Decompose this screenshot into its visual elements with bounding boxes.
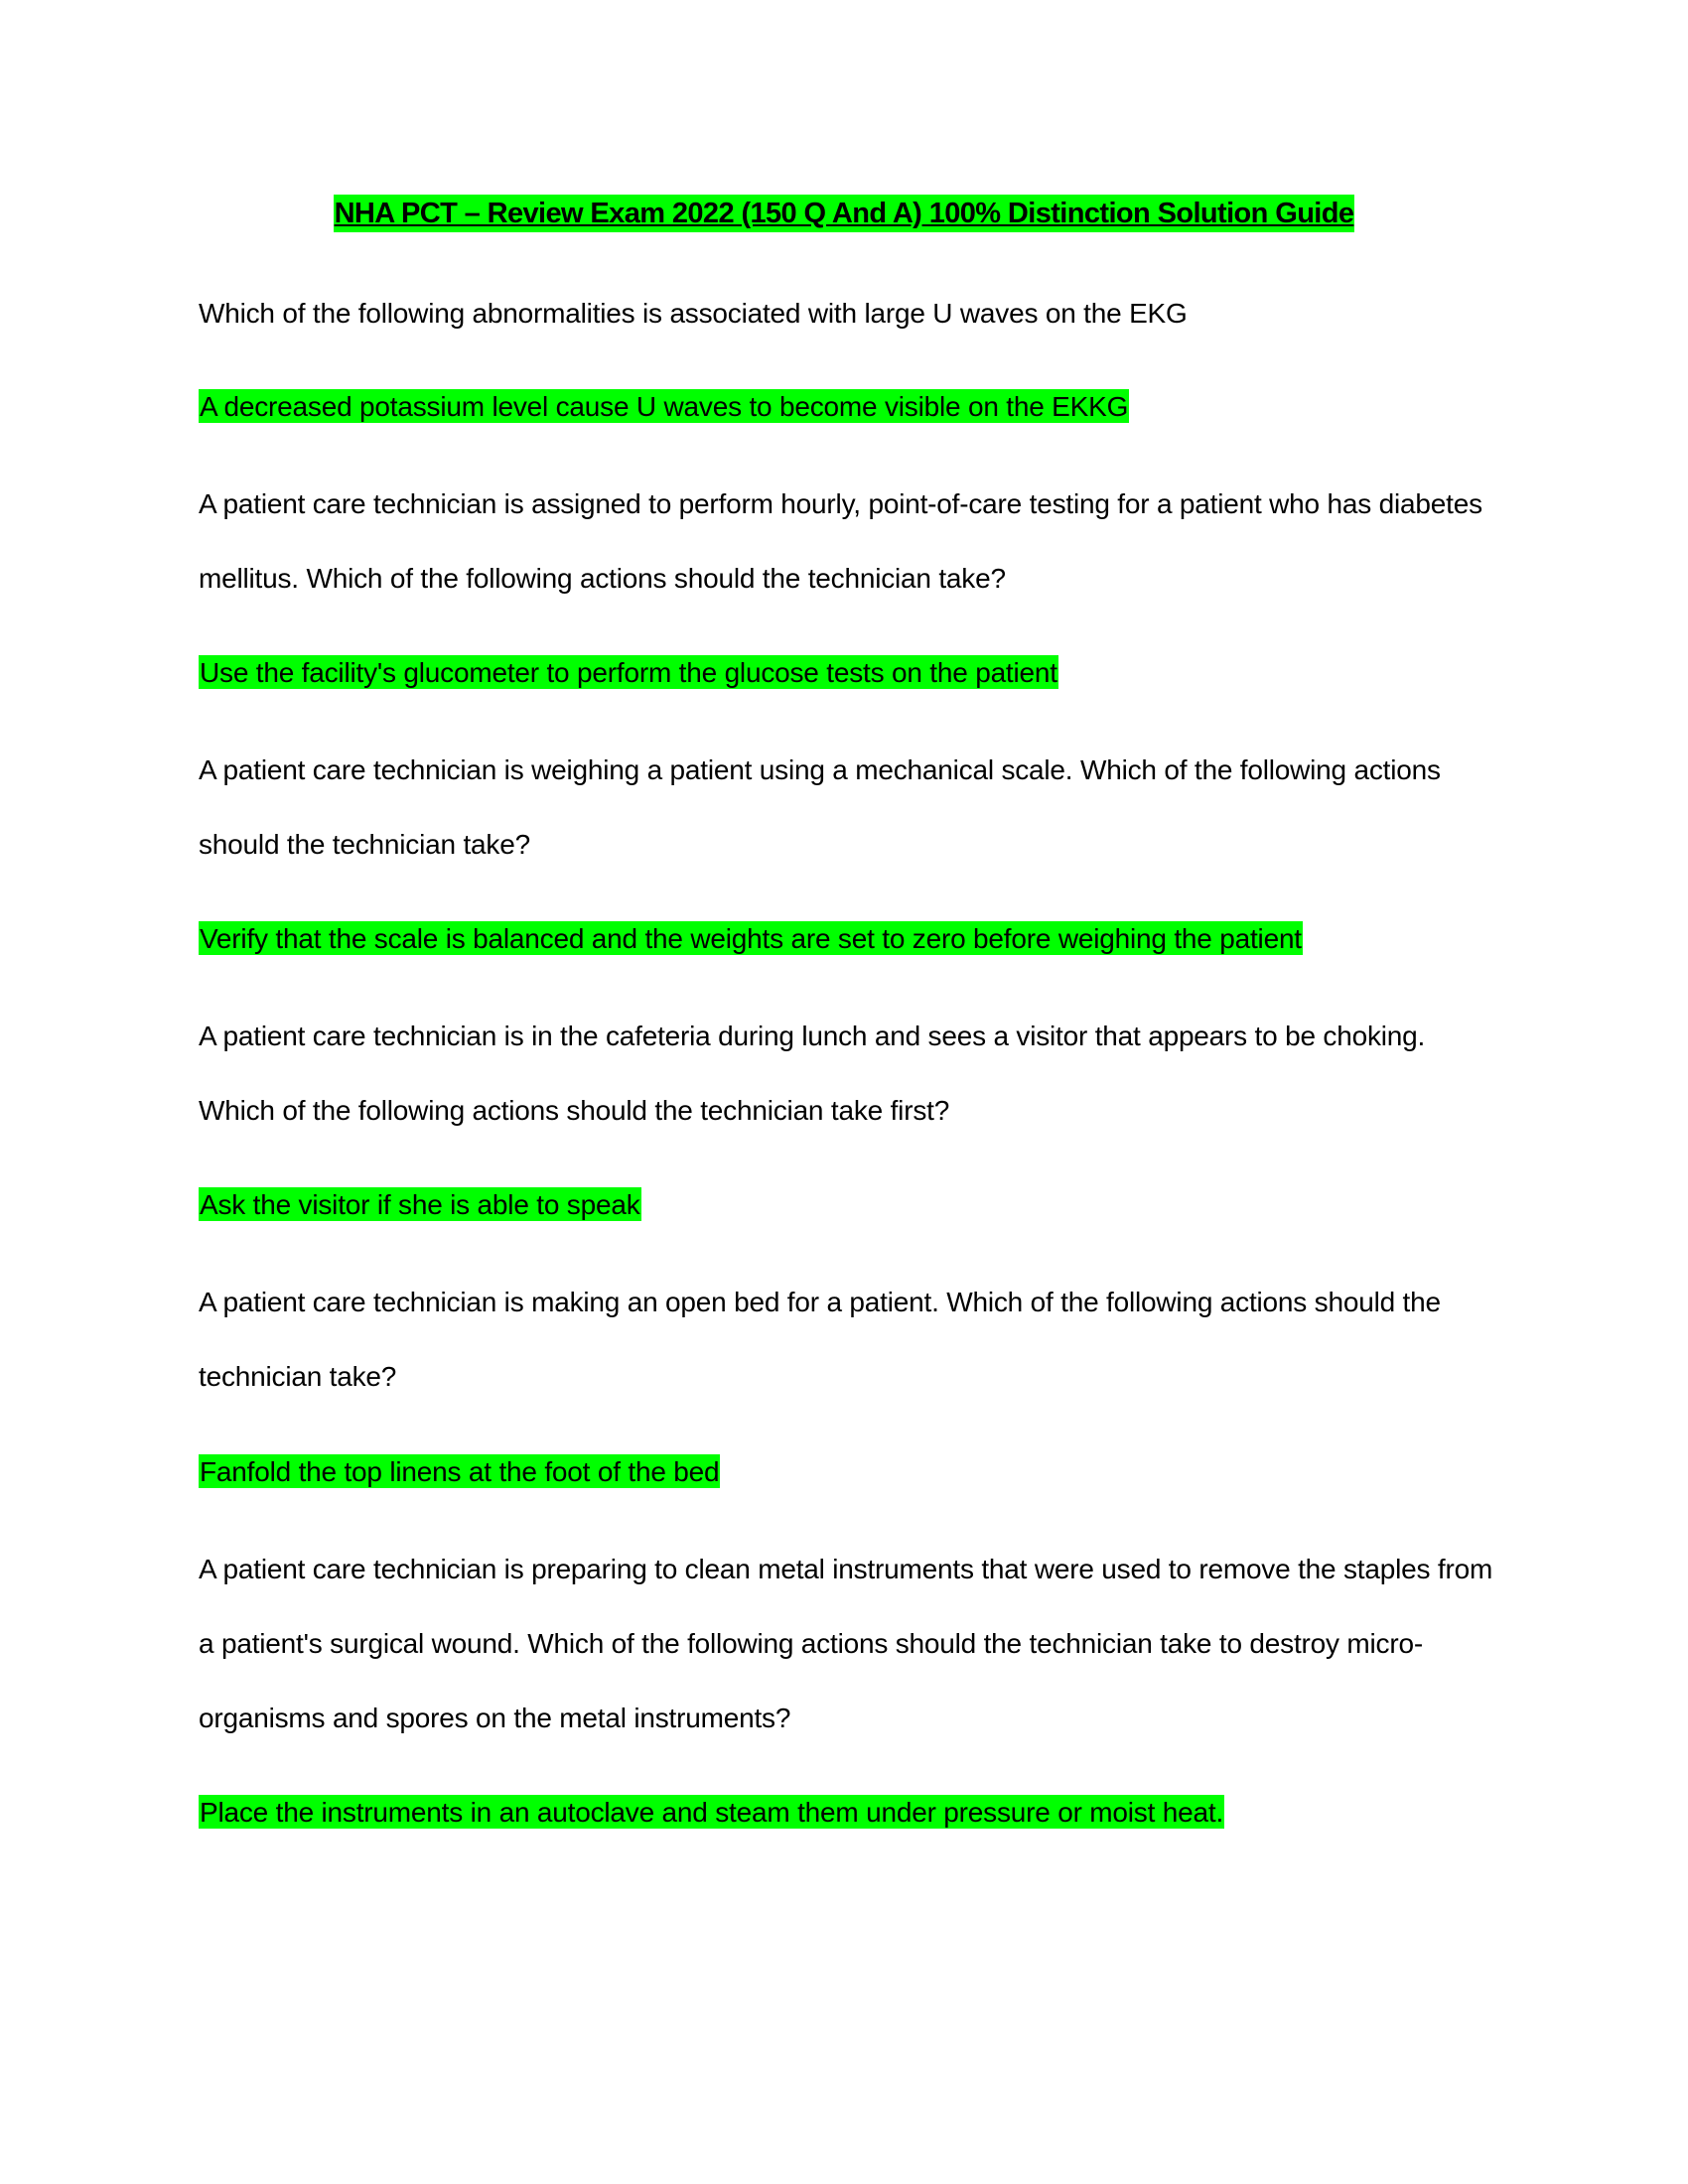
answer-2: Use the facility's glucometer to perform the glucose tests on the patient [200,657,1057,688]
answer-1: A decreased potassium level cause U waves to become visible on the EKKG [200,391,1129,422]
answer-3: Verify that the scale is balanced and the weights are set to zero before weighing the patient [200,923,1302,954]
answer-1-container [199,388,1499,426]
answer-5-container [199,1453,1499,1491]
answer-6-container [199,1794,1499,1832]
question-3: A patient care technician is weighing a patient using a mechanical scale. Which of the following actions should the technician take? [199,754,1441,860]
question-6: A patient care technician is preparing to clean metal instruments that were used to remove the staples from a patient's surgical wound. Which of the following actions should the technician take to destroy micro-organisms and spores on the metal instruments? [199,1554,1493,1733]
answer-3-container [199,920,1499,958]
answer-5: Fanfold the top linens at the foot of the bed [200,1456,720,1487]
answer-2-container [199,654,1499,692]
question-5: A patient care technician is making an open bed for a patient. Which of the following actions should the technician take? [199,1287,1441,1392]
document-title: NHA PCT – Review Exam 2022 (150 Q And A) 100% Distinction Solution Guide [334,195,1355,232]
question-2: A patient care technician is assigned to perform hourly, point-of-care testing for a patient who has diabetes mellitus. Which of the following actions should the technician take? [199,488,1482,594]
question-4: A patient care technician is in the cafeteria during lunch and sees a visitor that appears to be choking. Which of the following actions should the technician take first? [199,1021,1426,1126]
answer-4: Ask the visitor if she is able to speak [200,1189,640,1220]
question-1: Which of the following abnormalities is associated with large U waves on the EKG [199,298,1188,329]
answer-4-container [199,1186,1499,1224]
answer-6: Place the instruments in an autoclave and steam them under pressure or moist heat. [200,1797,1224,1828]
title-container [0,195,1688,232]
